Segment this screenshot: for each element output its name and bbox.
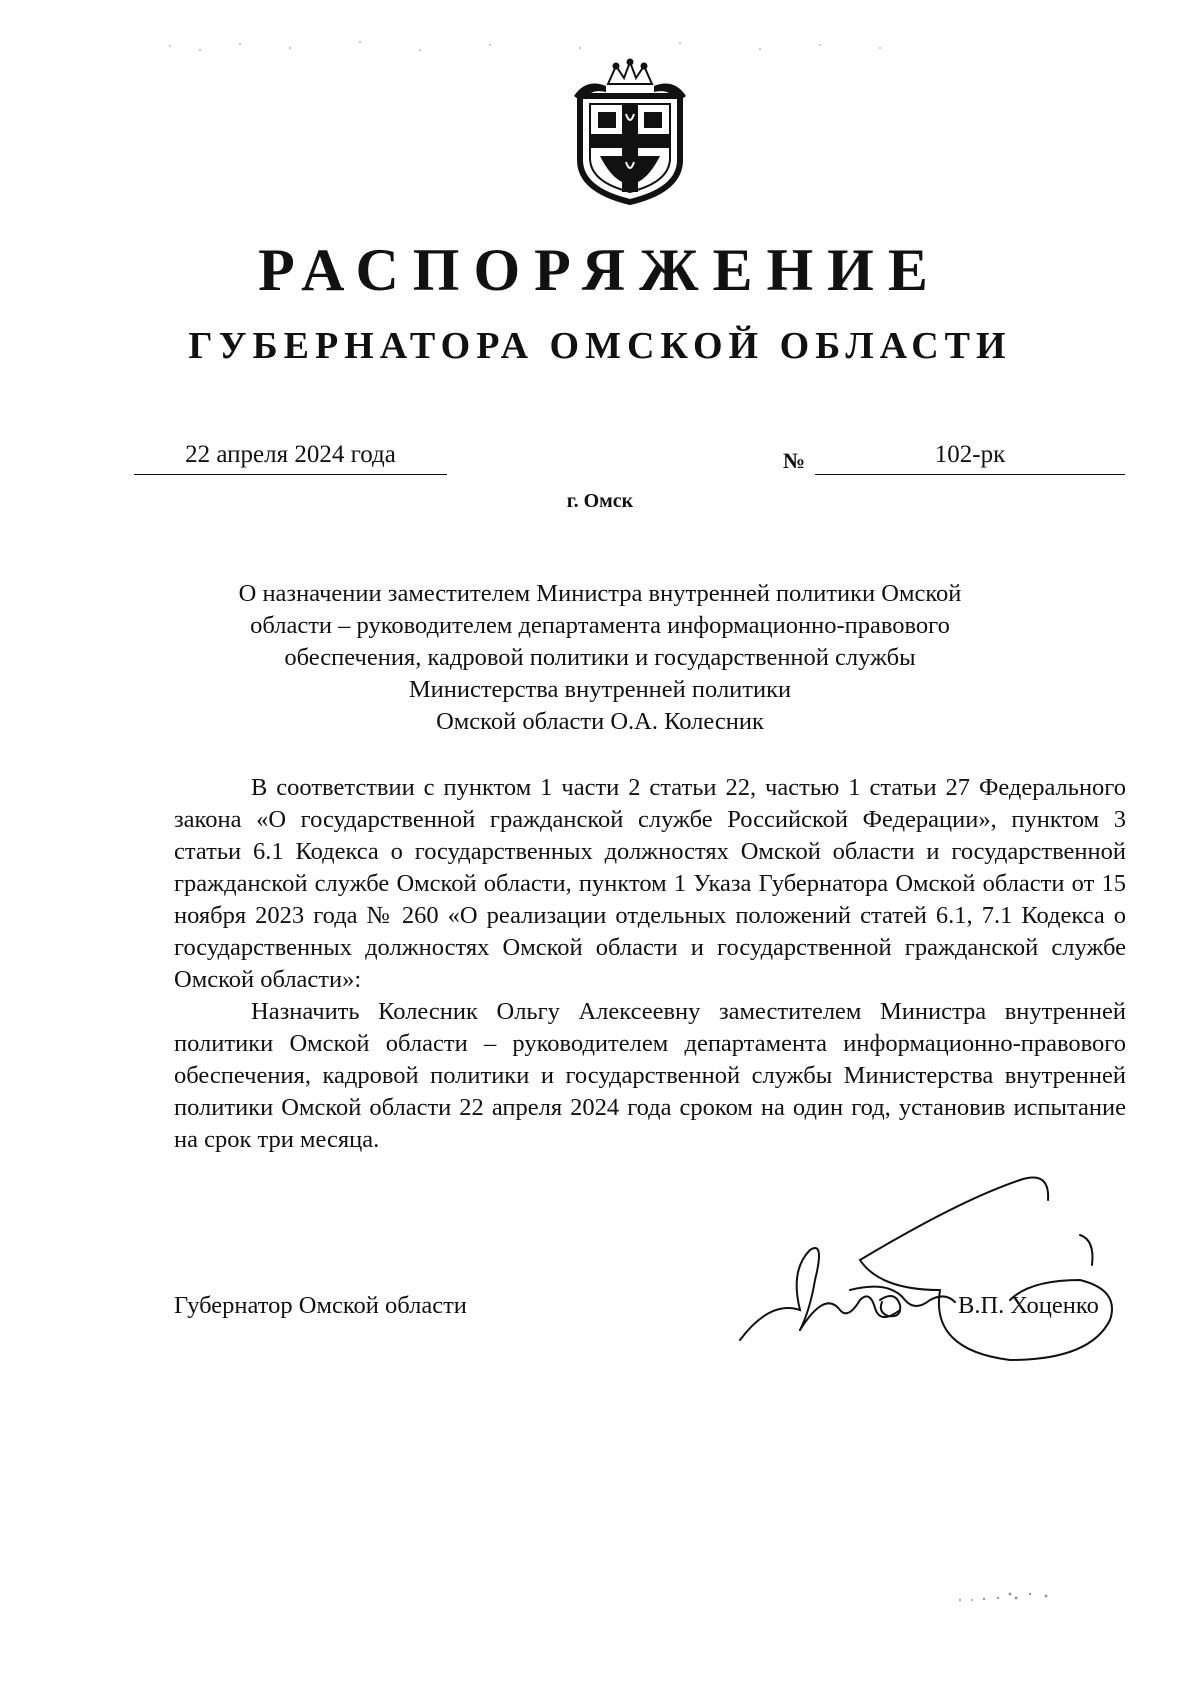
signer-title: Губернатор Омской области (174, 1292, 467, 1319)
coat-of-arms-icon (566, 56, 694, 206)
scan-noise (950, 1582, 1100, 1612)
subject-line: О назначении заместителем Министра внутренней политики Омской (238, 580, 962, 607)
number-label: № (783, 448, 806, 473)
subject-line: Омской области О.А. Колесник (436, 708, 764, 735)
document-body (174, 772, 1126, 1156)
scan-noise (160, 36, 960, 66)
document-title: РАСПОРЯЖЕНИЕ (258, 237, 942, 303)
subject-line: Министерства внутренней политики (408, 676, 792, 703)
signature-icon (730, 1140, 1130, 1370)
subject-line: обеспечения, кадровой политики и государственной службы (284, 644, 916, 671)
document-subtitle: ГУБЕРНАТОРА ОМСКОЙ ОБЛАСТИ (188, 325, 1012, 367)
body-paragraph: В соответствии с пунктом 1 части 2 статьи 22, частью 1 статьи 27 Федерального закона «О государственной гражданской службе Российской Федерации», пунктом 3 статьи 6.1 Кодекса о государственных должностях Омской области и государственной гражданской службе Омской области, пунктом 1 Указа Губернатора Омской области от 15 ноября 2023 года № 260 «О реализации отдельных положений статей 6.1, 7.1 Кодекса о государственных должностях Омской области и государственной гражданской службе Омской области»: (174, 774, 1126, 993)
document-city: г. Омск (566, 490, 634, 512)
document-number: 102-рк (815, 440, 1125, 475)
document-date: 22 апреля 2024 года (134, 440, 447, 475)
body-paragraph: Назначить Колесник Ольгу Алексеевну заместителем Министра внутренней политики Омской области – руководителем департамента информационно-правового обеспечения, кадровой политики и государственной службы Министерства внутренней политики Омской области 22 апреля 2024 года сроком на один год, установив испытание на срок три месяца. (174, 998, 1126, 1153)
subject-line: области – руководителем департамента информационно-правового (250, 612, 950, 639)
document-subject (200, 578, 1000, 738)
signer-name: В.П. Хоценко (958, 1292, 1099, 1319)
